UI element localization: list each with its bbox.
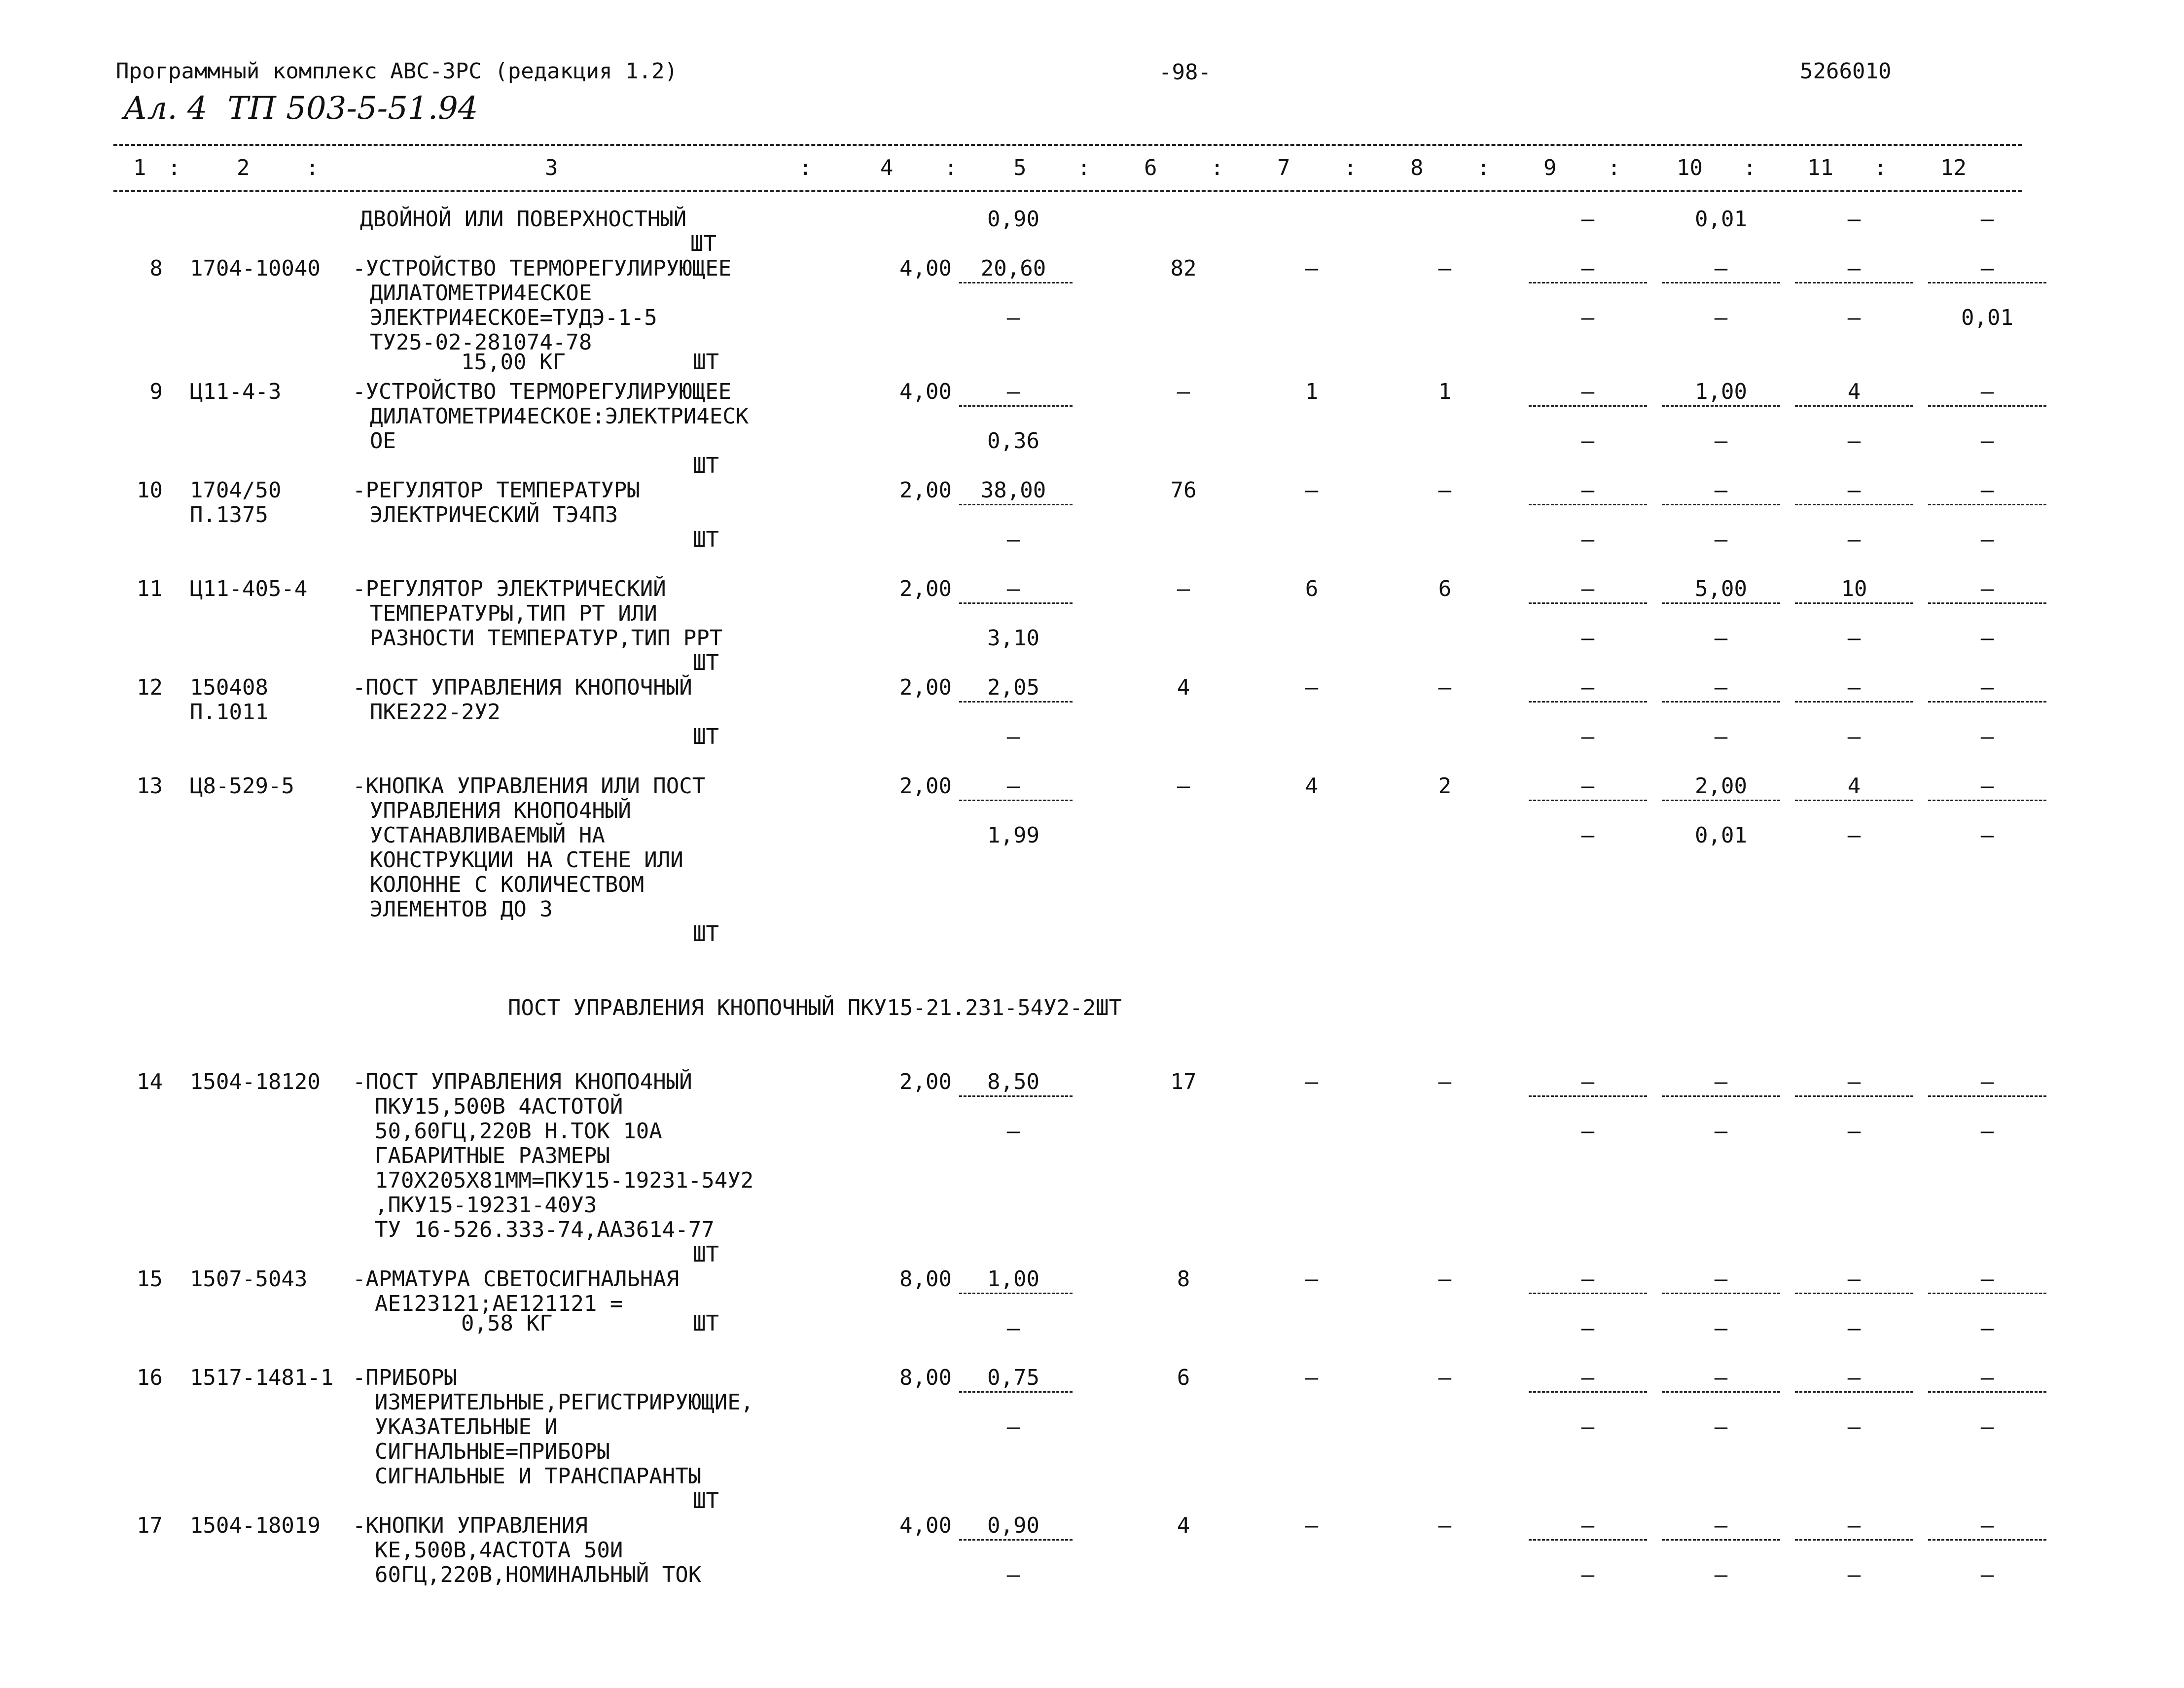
item-unit: ШТ [693, 724, 719, 749]
cell-col4: 8,00 [899, 1365, 952, 1390]
item-unit: ШТ [693, 527, 719, 552]
item-description-line: ЭЛЕКТРИ4ЕСКОЕ=ТУДЭ-1-5 [370, 305, 657, 330]
item-unit: ШТ [693, 453, 719, 478]
item-unit: ШТ [693, 921, 719, 947]
cell-col8: – [1438, 675, 1452, 700]
cell-col10-bottom: – [1714, 428, 1728, 454]
item-mass: 0,58 КГ [461, 1311, 553, 1336]
col5-divider [959, 800, 1073, 801]
table-header-rule [113, 190, 2022, 192]
col12-divider [1928, 504, 2046, 505]
item-unit: ШТ [693, 1311, 719, 1336]
cell-col9-top: – [1581, 256, 1595, 281]
col12-divider [1928, 1391, 2046, 1393]
cell-col4: 4,00 [899, 379, 952, 404]
cell-col9-bottom: – [1581, 626, 1595, 651]
column-separator: : [799, 155, 812, 180]
column-header-1: 1 [133, 155, 146, 180]
item-description-line: -ПРИБОРЫ [353, 1365, 457, 1390]
item-description-line: -РЕГУЛЯТОР ЭЛЕКТРИЧЕСКИЙ [353, 576, 666, 601]
item-description-line: ,ПКУ15-19231-40У3 [375, 1193, 597, 1218]
row-number: 10 [137, 478, 163, 503]
item-description-line: ДВОЙНОЙ ИЛИ ПОВЕРХНОСТНЫЙ [360, 207, 687, 232]
cell-col7: – [1305, 1365, 1319, 1390]
cell-col9-top: – [1581, 1365, 1595, 1390]
column-header-6: 6 [1144, 155, 1157, 180]
item-mass: 15,00 КГ [461, 350, 566, 375]
col5-divider [959, 405, 1073, 407]
col9-divider [1529, 602, 1647, 604]
col10-divider [1662, 701, 1780, 703]
resource-code: П.1011 [190, 700, 268, 725]
cell-col10-top: – [1714, 256, 1728, 281]
resource-code: П.1375 [190, 502, 268, 528]
cell-col10-bottom: – [1714, 1562, 1728, 1587]
cell-col6: 8 [1177, 1266, 1190, 1292]
cell-col5-bottom: – [1006, 305, 1020, 330]
cell-col12-top: – [1980, 675, 1994, 700]
item-description-line: -КНОПКИ УПРАВЛЕНИЯ [353, 1513, 588, 1538]
cell-col11-top: 4 [1847, 774, 1861, 799]
cell-col12: – [1980, 207, 1994, 232]
cell-col5-top: 1,00 [987, 1266, 1039, 1292]
cell-col12-bottom: – [1980, 1562, 1994, 1587]
cell-col10: 0,01 [1695, 207, 1747, 232]
column-header-11: 11 [1807, 155, 1833, 180]
cell-col12-top: – [1980, 1266, 1994, 1292]
cell-col8: 1 [1438, 379, 1452, 404]
cell-col8: – [1438, 256, 1452, 281]
item-description-line: 170Х205Х81ММ=ПКУ15-19231-54У2 [375, 1168, 754, 1193]
cell-col10-top: – [1714, 675, 1728, 700]
col9-divider [1529, 1391, 1647, 1393]
col5-divider [959, 282, 1073, 283]
item-description-line: ПКЕ222-2У2 [370, 700, 501, 725]
cell-col4: 2,00 [899, 478, 952, 503]
row-number: 14 [137, 1069, 163, 1094]
cell-col6: – [1177, 576, 1190, 601]
cell-col9-bottom: – [1581, 305, 1595, 330]
cell-col5-top: 8,50 [987, 1069, 1039, 1094]
cell-col10-top: – [1714, 1266, 1728, 1292]
cell-col8: – [1438, 1513, 1452, 1538]
cell-col12-top: – [1980, 478, 1994, 503]
cell-col4: 4,00 [899, 1513, 952, 1538]
cell-col10-top: 2,00 [1695, 774, 1747, 799]
cell-col10-bottom: – [1714, 527, 1728, 552]
cell-col10-bottom: 0,01 [1695, 823, 1747, 848]
col12-divider [1928, 800, 2046, 801]
item-description-line: РАЗНОСТИ ТЕМПЕРАТУР,ТИП РРТ [370, 626, 723, 651]
resource-code: 150408 [190, 675, 268, 700]
cell-col8: – [1438, 1069, 1452, 1094]
cell-col7: – [1305, 256, 1319, 281]
row-number: 16 [137, 1365, 163, 1390]
item-unit: ШТ [690, 231, 716, 256]
item-description-line: -УСТРОЙСТВО ТЕРМОРЕГУЛИРУЮЩЕЕ [353, 379, 732, 404]
cell-col5-top: 2,05 [987, 675, 1039, 700]
table-top-rule [113, 144, 2022, 146]
cell-col7: – [1305, 1266, 1319, 1292]
cell-col9-bottom: – [1581, 1316, 1595, 1341]
item-description-line: -КНОПКА УПРАВЛЕНИЯ ИЛИ ПОСТ [353, 774, 706, 799]
item-description-line: СИГНАЛЬНЫЕ=ПРИБОРЫ [375, 1439, 610, 1464]
col12-divider [1928, 405, 2046, 407]
cell-col11-top: – [1847, 1513, 1861, 1538]
item-description-line: ГАБАРИТНЫЕ РАЗМЕРЫ [375, 1143, 610, 1168]
cell-col5-bottom: – [1006, 1119, 1020, 1144]
cell-col11-bottom: – [1847, 1414, 1861, 1440]
col12-divider [1928, 701, 2046, 703]
col9-divider [1529, 282, 1647, 283]
item-description-line: ЭЛЕКТРИЧЕСКИЙ ТЭ4П3 [370, 502, 618, 528]
cell-col11-bottom: – [1847, 626, 1861, 651]
column-separator: : [1743, 155, 1756, 180]
column-separator: : [1211, 155, 1224, 180]
col12-divider [1928, 602, 2046, 604]
cell-col11: – [1847, 207, 1861, 232]
item-description-line: -УСТРОЙСТВО ТЕРМОРЕГУЛИРУЮЩЕЕ [353, 256, 732, 281]
column-header-3: 3 [545, 155, 558, 180]
cell-col7: 6 [1305, 576, 1319, 601]
col10-divider [1662, 1539, 1780, 1541]
col11-divider [1795, 282, 1913, 283]
column-header-12: 12 [1940, 155, 1967, 180]
cell-col9-top: – [1581, 478, 1595, 503]
cell-col5-bottom: – [1006, 724, 1020, 749]
col10-divider [1662, 504, 1780, 505]
cell-col5-bottom: – [1006, 1316, 1020, 1341]
cell-col4: 2,00 [899, 576, 952, 601]
cell-col11-bottom: – [1847, 724, 1861, 749]
resource-code: 1704/50 [190, 478, 282, 503]
cell-col12-bottom: – [1980, 823, 1994, 848]
cell-col10-bottom: – [1714, 305, 1728, 330]
cell-col5-top: 38,00 [980, 478, 1046, 503]
cell-col11-top: – [1847, 1069, 1861, 1094]
col12-divider [1928, 1293, 2046, 1294]
page-number: -98- [1159, 60, 1211, 85]
item-description-line: КОНСТРУКЦИИ НА СТЕНЕ ИЛИ [370, 847, 683, 873]
cell-col10-bottom: – [1714, 724, 1728, 749]
cell-col5-top: – [1006, 576, 1020, 601]
item-description-line: АЕ123121;АЕ121121 = [375, 1291, 623, 1316]
col9-divider [1529, 1095, 1647, 1097]
cell-col12-bottom: – [1980, 724, 1994, 749]
cell-col9-top: – [1581, 1069, 1595, 1094]
item-description-line: 50,60ГЦ,220В Н.ТОК 10А [375, 1119, 662, 1144]
col12-divider [1928, 1539, 2046, 1541]
col10-divider [1662, 800, 1780, 801]
cell-col12-top: – [1980, 576, 1994, 601]
row-number: 11 [137, 576, 163, 601]
cell-col5-bottom: – [1006, 1562, 1020, 1587]
column-separator: : [168, 155, 181, 180]
column-header-4: 4 [880, 155, 894, 180]
item-description-line: КОЛОННЕ С КОЛИЧЕСТВОМ [370, 872, 644, 897]
cell-col7: 1 [1305, 379, 1319, 404]
resource-code: Ц8-529-5 [190, 774, 294, 799]
col11-divider [1795, 800, 1913, 801]
cell-col5-bottom: – [1006, 1414, 1020, 1440]
item-unit: ШТ [693, 1488, 719, 1513]
col10-divider [1662, 1095, 1780, 1097]
col10-divider [1662, 405, 1780, 407]
column-header-9: 9 [1543, 155, 1557, 180]
cell-col11-top: – [1847, 1266, 1861, 1292]
row-number: 13 [137, 774, 163, 799]
col9-divider [1529, 800, 1647, 801]
resource-code: 1507-5043 [190, 1266, 308, 1292]
cell-col5-bottom: – [1006, 527, 1020, 552]
item-description-line: КЕ,500В,4АСТОТА 50И [375, 1538, 623, 1563]
item-description-line: 60ГЦ,220В,НОМИНАЛЬНЫЙ ТОК [375, 1562, 702, 1587]
item-description-line: -ПОСТ УПРАВЛЕНИЯ КНОПОЧНЫЙ [353, 675, 692, 700]
cell-col12-bottom: – [1980, 1414, 1994, 1440]
row-number: 15 [137, 1266, 163, 1292]
col5-divider [959, 1293, 1073, 1294]
item-description-line: ЭЛЕМЕНТОВ ДО 3 [370, 897, 553, 922]
column-separator: : [1874, 155, 1887, 180]
cell-col12-top: – [1980, 1069, 1994, 1094]
cell-col9-bottom: – [1581, 823, 1595, 848]
cell-col10-top: – [1714, 478, 1728, 503]
cell-col10-bottom: – [1714, 1316, 1728, 1341]
cell-col4: 2,00 [899, 675, 952, 700]
item-unit: ШТ [693, 1242, 719, 1267]
cell-col9-bottom: – [1581, 1414, 1595, 1440]
cell-col11-top: – [1847, 675, 1861, 700]
cell-col11-bottom: – [1847, 1316, 1861, 1341]
item-description-line: ДИЛАТОМЕТРИ4ЕСКОЕ [370, 281, 592, 306]
item-description-line: -АРМАТУРА СВЕТОСИГНАЛЬНАЯ [353, 1266, 680, 1292]
cell-col9-top: – [1581, 675, 1595, 700]
row-number: 9 [149, 379, 163, 404]
cell-col5: 0,90 [987, 207, 1039, 232]
cell-col11-top: – [1847, 478, 1861, 503]
col11-divider [1795, 1095, 1913, 1097]
cell-col7: – [1305, 478, 1319, 503]
cell-col12-top: – [1980, 379, 1994, 404]
col5-divider [959, 1539, 1073, 1541]
cell-col10-top: – [1714, 1069, 1728, 1094]
cell-col12-bottom: – [1980, 626, 1994, 651]
cell-col12-bottom: – [1980, 1316, 1994, 1341]
cell-col7: – [1305, 1513, 1319, 1538]
cell-col5-top: 20,60 [980, 256, 1046, 281]
resource-code: Ц11-405-4 [190, 576, 308, 601]
resource-code: Ц11-4-3 [190, 379, 282, 404]
cell-col5-top: 0,90 [987, 1513, 1039, 1538]
section-title: ПОСТ УПРАВЛЕНИЯ КНОПОЧНЫЙ ПКУ15-21.231-54У2-2ШТ [508, 995, 1122, 1020]
cell-col8: – [1438, 1266, 1452, 1292]
col11-divider [1795, 701, 1913, 703]
col10-divider [1662, 1391, 1780, 1393]
col11-divider [1795, 1293, 1913, 1294]
cell-col5-top: 0,75 [987, 1365, 1039, 1390]
cell-col6: – [1177, 774, 1190, 799]
cell-col5-top: – [1006, 774, 1020, 799]
col9-divider [1529, 405, 1647, 407]
col10-divider [1662, 602, 1780, 604]
cell-col4: 2,00 [899, 774, 952, 799]
cell-col8: – [1438, 1365, 1452, 1390]
col5-divider [959, 1391, 1073, 1393]
cell-col10-bottom: – [1714, 1414, 1728, 1440]
cell-col11-top: 4 [1847, 379, 1861, 404]
cell-col7: 4 [1305, 774, 1319, 799]
col5-divider [959, 504, 1073, 505]
cell-col12-bottom: 0,01 [1961, 305, 2013, 330]
column-separator: : [944, 155, 958, 180]
document-code: 5266010 [1800, 59, 1892, 84]
column-separator: : [1344, 155, 1357, 180]
item-description-line: УПРАВЛЕНИЯ КНОПО4НЫЙ [370, 798, 631, 823]
col11-divider [1795, 405, 1913, 407]
col9-divider [1529, 504, 1647, 505]
col5-divider [959, 1095, 1073, 1097]
cell-col10-bottom: – [1714, 1119, 1728, 1144]
cell-col11-bottom: – [1847, 428, 1861, 454]
col9-divider [1529, 1293, 1647, 1294]
item-description-line: ТЕМПЕРАТУРЫ,ТИП РТ ИЛИ [370, 601, 657, 626]
cell-col9-bottom: – [1581, 1562, 1595, 1587]
cell-col8: 2 [1438, 774, 1452, 799]
cell-col9-top: – [1581, 1266, 1595, 1292]
item-description-line: -РЕГУЛЯТОР ТЕМПЕРАТУРЫ [353, 478, 640, 503]
column-separator: : [306, 155, 319, 180]
cell-col7: – [1305, 1069, 1319, 1094]
cell-col10-top: 5,00 [1695, 576, 1747, 601]
cell-col12-top: – [1980, 774, 1994, 799]
column-header-5: 5 [1013, 155, 1027, 180]
item-description-line: ПКУ15,500В 4АСТОТОЙ [375, 1094, 623, 1119]
item-description-line: -ПОСТ УПРАВЛЕНИЯ КНОПО4НЫЙ [353, 1069, 692, 1094]
cell-col11-bottom: – [1847, 823, 1861, 848]
item-description-line: СИГНАЛЬНЫЕ И ТРАНСПАРАНТЫ [375, 1464, 702, 1489]
col10-divider [1662, 1293, 1780, 1294]
item-unit: ШТ [693, 350, 719, 375]
col5-divider [959, 602, 1073, 604]
cell-col5-bottom: 1,99 [987, 823, 1039, 848]
item-description-line: ИЗМЕРИТЕЛЬНЫЕ,РЕГИСТРИРУЮЩИЕ, [375, 1390, 754, 1415]
cell-col5-bottom: 3,10 [987, 626, 1039, 651]
column-header-10: 10 [1677, 155, 1703, 180]
cell-col12-top: – [1980, 1365, 1994, 1390]
cell-col8: – [1438, 478, 1452, 503]
cell-col4: 4,00 [899, 256, 952, 281]
cell-col9-top: – [1581, 379, 1595, 404]
cell-col9-top: – [1581, 576, 1595, 601]
col11-divider [1795, 504, 1913, 505]
cell-col6: 6 [1177, 1365, 1190, 1390]
cell-col12-bottom: – [1980, 428, 1994, 454]
row-number: 12 [137, 675, 163, 700]
cell-col8: 6 [1438, 576, 1452, 601]
cell-col9-bottom: – [1581, 724, 1595, 749]
cell-col6: 4 [1177, 1513, 1190, 1538]
col5-divider [959, 701, 1073, 703]
cell-col5-bottom: 0,36 [987, 428, 1039, 454]
cell-col4: 2,00 [899, 1069, 952, 1094]
cell-col11-bottom: – [1847, 305, 1861, 330]
cell-col10-top: – [1714, 1365, 1728, 1390]
item-unit: ШТ [693, 650, 719, 675]
col9-divider [1529, 1539, 1647, 1541]
item-description-line: ОЕ [370, 428, 396, 454]
cell-col6: 17 [1170, 1069, 1197, 1094]
column-separator: : [1608, 155, 1621, 180]
row-number: 8 [149, 256, 163, 281]
cell-col12-bottom: – [1980, 527, 1994, 552]
col11-divider [1795, 1539, 1913, 1541]
cell-col9-top: – [1581, 774, 1595, 799]
col9-divider [1529, 701, 1647, 703]
resource-code: 1517-1481-1 [190, 1365, 334, 1390]
cell-col10-top: – [1714, 1513, 1728, 1538]
column-header-8: 8 [1410, 155, 1424, 180]
cell-col7: – [1305, 675, 1319, 700]
item-description-line: ДИЛАТОМЕТРИ4ЕСКОЕ:ЭЛЕКТРИ4ЕСК [370, 404, 749, 429]
cell-col6: 76 [1170, 478, 1197, 503]
item-description-line: УСТАНАВЛИВАЕМЫЙ НА [370, 823, 605, 848]
cell-col11-bottom: – [1847, 527, 1861, 552]
column-header-7: 7 [1277, 155, 1290, 180]
cell-col4: 8,00 [899, 1266, 952, 1292]
cell-col11-top: – [1847, 256, 1861, 281]
cell-col12-bottom: – [1980, 1119, 1994, 1144]
cell-col11-top: 10 [1841, 576, 1867, 601]
cell-col11-top: – [1847, 1365, 1861, 1390]
cell-col12-top: – [1980, 256, 1994, 281]
cell-col5-top: – [1006, 379, 1020, 404]
cell-col11-bottom: – [1847, 1119, 1861, 1144]
resource-code: 1704-10040 [190, 256, 321, 281]
resource-code: 1504-18019 [190, 1513, 321, 1538]
col10-divider [1662, 282, 1780, 283]
column-header-2: 2 [237, 155, 250, 180]
col11-divider [1795, 1391, 1913, 1393]
cell-col9: – [1581, 207, 1595, 232]
cell-col9-bottom: – [1581, 527, 1595, 552]
item-description-line: ТУ 16-526.333-74,АА3614-77 [375, 1217, 715, 1242]
cell-col6: – [1177, 379, 1190, 404]
handwritten-note: Ал. 4 ТП 503-5-51.94 [123, 90, 478, 127]
col11-divider [1795, 602, 1913, 604]
cell-col10-top: 1,00 [1695, 379, 1747, 404]
cell-col11-bottom: – [1847, 1562, 1861, 1587]
cell-col9-bottom: – [1581, 1119, 1595, 1144]
cell-col10-bottom: – [1714, 626, 1728, 651]
item-description-line: УКАЗАТЕЛЬНЫЕ И [375, 1414, 558, 1440]
col12-divider [1928, 1095, 2046, 1097]
cell-col12-top: – [1980, 1513, 1994, 1538]
program-title: Программный комплекс АВС-3РС (редакция 1.2) [116, 59, 678, 84]
column-separator: : [1477, 155, 1490, 180]
item-description-line: ТУ25-02-281074-78 [370, 330, 592, 355]
col12-divider [1928, 282, 2046, 283]
cell-col9-top: – [1581, 1513, 1595, 1538]
cell-col6: 82 [1170, 256, 1197, 281]
row-number: 17 [137, 1513, 163, 1538]
resource-code: 1504-18120 [190, 1069, 321, 1094]
cell-col9-bottom: – [1581, 428, 1595, 454]
column-separator: : [1077, 155, 1091, 180]
cell-col6: 4 [1177, 675, 1190, 700]
